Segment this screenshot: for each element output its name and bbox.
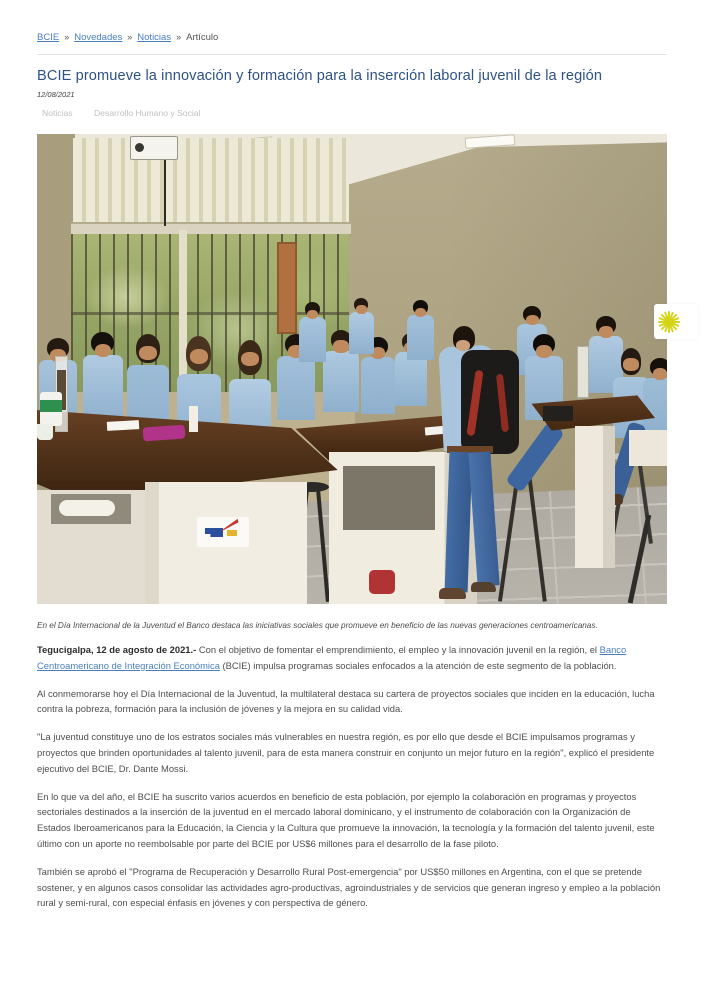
far-right-table xyxy=(629,430,667,466)
tumbler-band xyxy=(40,400,62,412)
student-face xyxy=(599,326,613,338)
student-shirt xyxy=(643,378,667,436)
article-tags xyxy=(37,108,667,118)
beaker xyxy=(37,424,53,440)
breadcrumb xyxy=(37,0,667,55)
cabinet-shelf xyxy=(343,466,435,530)
tag-noticias[interactable]: Noticias xyxy=(42,108,73,118)
breadcrumb-link-bcie[interactable]: BCIE xyxy=(37,32,60,43)
laptop xyxy=(543,406,573,421)
student-face xyxy=(536,345,552,358)
student-shirt xyxy=(407,315,434,360)
projector-cord xyxy=(164,160,166,226)
open-window-panel xyxy=(277,242,297,334)
student-face xyxy=(415,308,426,317)
article-page xyxy=(37,0,667,911)
breadcrumb-separator: » xyxy=(127,32,133,42)
paragraph-text: (BCIE) impulsa programas sociales enfocados a la atención de este segmento de la población. xyxy=(219,659,617,671)
standing-person-face xyxy=(456,340,470,351)
student-shirt xyxy=(299,317,326,362)
shoe xyxy=(439,588,466,599)
student-face xyxy=(95,344,112,358)
graduated-cylinder xyxy=(577,346,589,398)
backpack xyxy=(461,350,519,454)
breadcrumb-separator: » xyxy=(64,32,70,42)
projector-lens xyxy=(135,143,144,152)
student-shirt xyxy=(349,312,374,354)
paragraph-text: Con el objetivo de fomentar el emprendimiento, el empleo y la innovación juvenil en la región, el xyxy=(196,644,600,655)
breadcrumb-current: Artículo xyxy=(186,32,219,43)
floating-widget[interactable] xyxy=(654,304,698,339)
photo-caption: En el Día Internacional de la Juventud el Banco destaca las iniciativas sociales que promueve en beneficio de las nuevas generaciones centroamericanas. xyxy=(37,621,598,630)
page-title: BCIE promueve la innovación y formación para la inserción laboral juvenil de la región xyxy=(37,68,603,84)
article-photo xyxy=(37,134,667,604)
article-date: 12/08/2021 xyxy=(37,90,75,99)
student-figure xyxy=(349,298,374,358)
breadcrumb-link-noticias[interactable]: Noticias xyxy=(137,32,172,43)
paragraph: Al conmemorarse hoy el Día Internacional de la Juventud, la multilateral destaca su cartera de proyectos sociales que inciden en la educación, lucha contra la pobreza, formación para la inclusión de jóvenes y la mejora en su calidad vida. xyxy=(37,687,655,715)
student-face xyxy=(653,368,667,380)
breadcrumb-separator: » xyxy=(176,32,182,42)
shoe xyxy=(471,582,496,592)
red-bag xyxy=(369,570,395,594)
breadcrumb-link-novedades[interactable]: Novedades xyxy=(74,32,123,43)
test-tube xyxy=(189,406,198,432)
student-face xyxy=(139,346,157,360)
upper-window xyxy=(73,138,349,226)
asterisk-burst-icon xyxy=(657,310,681,334)
student-face xyxy=(623,358,638,370)
student-face xyxy=(190,349,208,364)
paragraph xyxy=(37,642,667,674)
student-figure xyxy=(299,302,326,366)
student-face xyxy=(526,315,539,325)
bcie-inline-link[interactable]: Banco Centroamericano de Integración Económica xyxy=(37,644,627,671)
logo-yellow-mark xyxy=(227,530,237,536)
pencil-case xyxy=(143,425,186,442)
student-face xyxy=(333,340,348,352)
student-face xyxy=(241,352,259,366)
paragraph: "La juventud constituye uno de los estratos sociales más vulnerables en nuestra región, es por ello que desde el BCIE impulsamos programas y proyectos que brinden oportunidades al talento juvenil, para de esta manera construir en conjunto un mejor futuro en la región", explicó el presidente ejecutivo del BCIE, Dr. Dante Mossi. xyxy=(37,731,655,774)
paragraph: También se aprobó el "Programa de Recuperación y Desarrollo Rural Post-emergencia" por US$50 millones en Argentina, con el que se pretende sostener, y en algunos casos consolidar las actividades agro-productivas, agroindustriales y de servicios que generan ingreso y empleo a la población rural y semi-rural, con especial énfasis en jóvenes y con perspectiva de género. xyxy=(37,865,661,909)
student-shirt xyxy=(323,351,359,412)
student-figure xyxy=(407,300,434,364)
student-shirt xyxy=(83,355,123,422)
right-table-pedestal xyxy=(575,426,615,568)
student-face xyxy=(307,310,318,319)
notebook xyxy=(107,420,139,431)
tag-desarrollo-humano[interactable]: Desarrollo Humano y Social xyxy=(93,108,201,118)
dateline: Tegucigalpa, 12 de agosto de 2021.- xyxy=(37,644,197,655)
student-figure xyxy=(643,358,667,441)
student-face xyxy=(356,305,366,313)
student-shirt xyxy=(361,357,395,415)
table-logo-plate xyxy=(197,517,249,547)
paper-roll xyxy=(59,500,115,516)
paragraph: En lo que va del año, el BCIE ha suscrito varios acuerdos en beneficio de esta población, por ejemplo la colaboración en programas y proyectos sectoriales destinados a la inserción de la juventud en el mercado laboral dominicano, y el instrumento de colaboración con la Organización de Estados Iberoamericanos para la Educación, la Ciencia y la Cultura que promueve la innovación, la tecnología y la formación del talento juvenil, este último con un aporte no reembolsable por parte del BCIE por US$6 millones para el desarrollo de la fase piloto. xyxy=(37,790,655,849)
jeans-leg xyxy=(445,452,473,593)
